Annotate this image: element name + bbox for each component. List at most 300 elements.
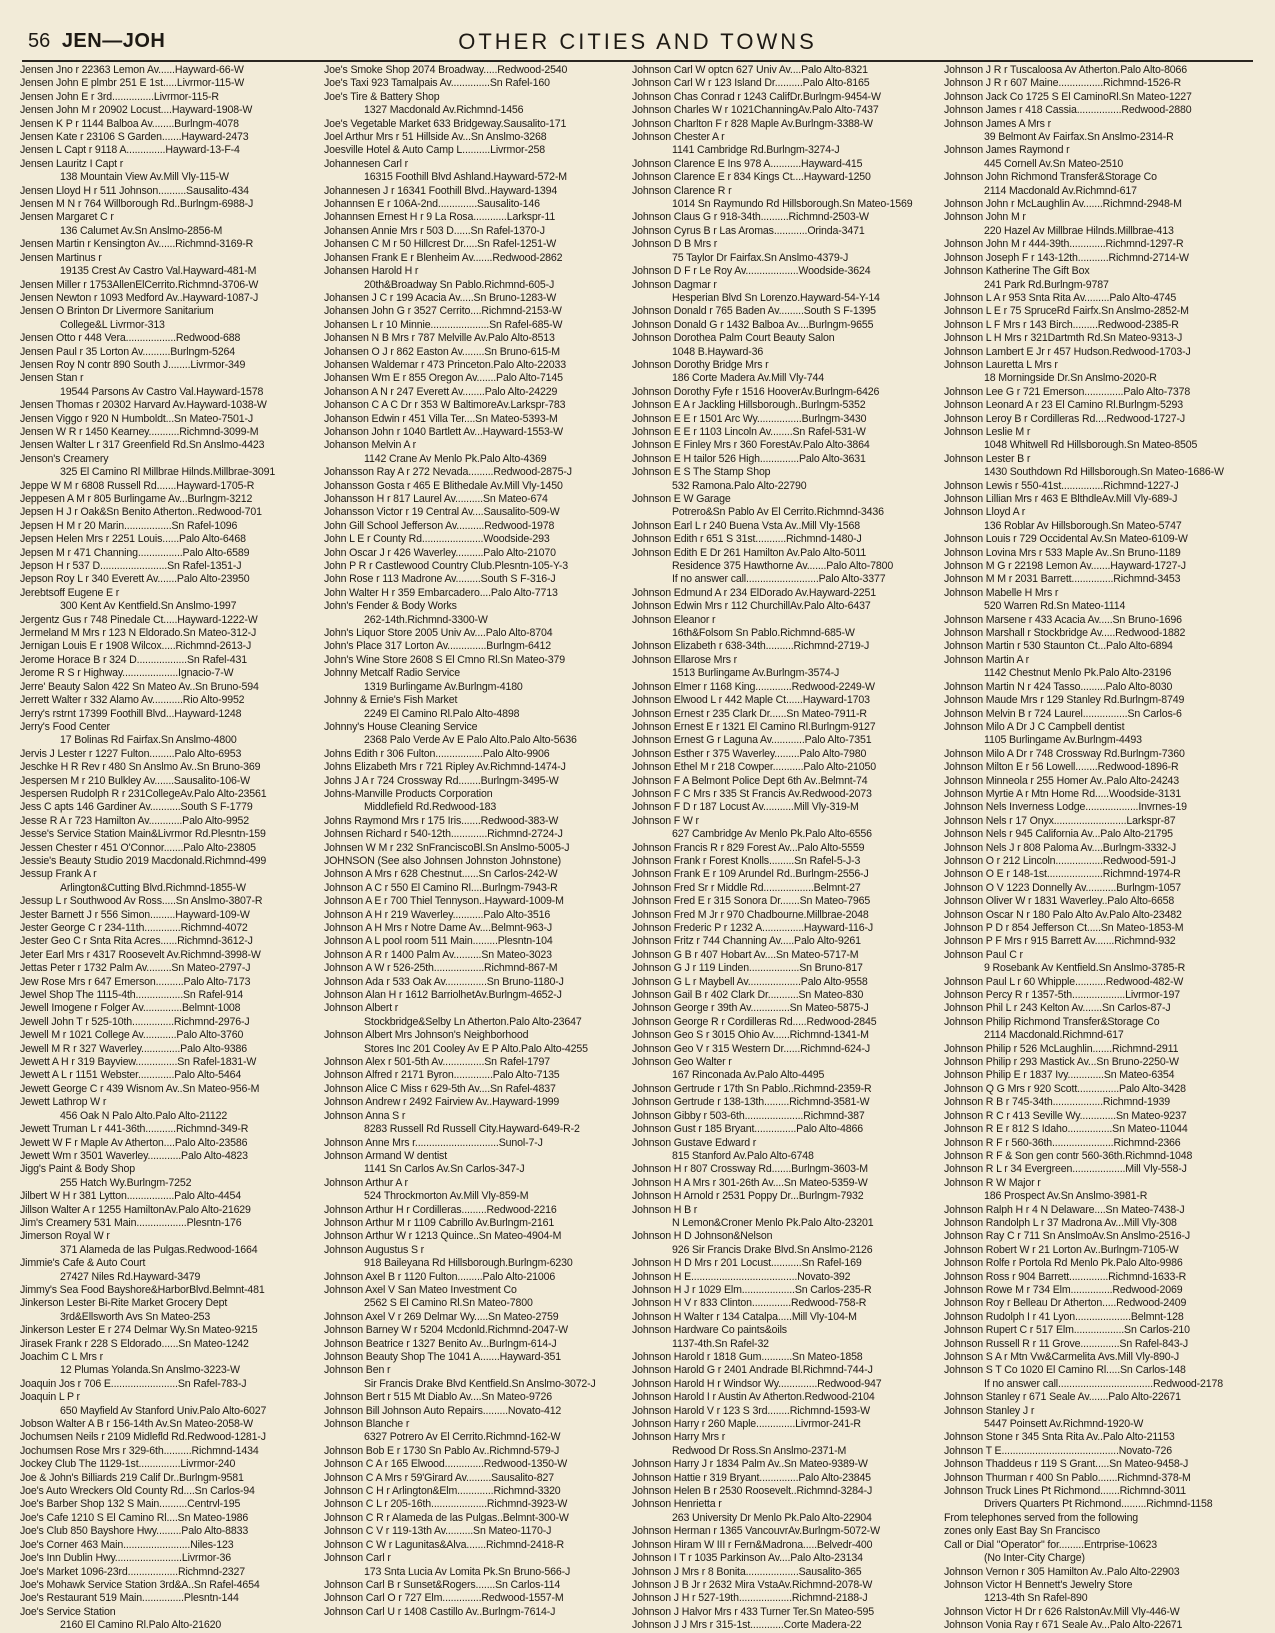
listing-line: Johnson Dorothy Fyfe r 1516 HooverAv.Burlngm-6426 — [632, 385, 880, 398]
listing-line: 627 Cambridge Av Menlo Pk.Palo Alto-6556 — [672, 828, 872, 841]
listing-line: Johnson Lovina Mrs r 533 Maple Av..Sn Bruno-1189 — [944, 546, 1181, 559]
listing-line: 926 Sir Francis Drake Blvd.Sn Anslmo-2126 — [672, 1243, 873, 1256]
listing-line: Johnson Nels J r 808 Paloma Av....Burlngm-3332-J — [944, 841, 1177, 854]
listing-line: Johnson E S The Stamp Shop — [632, 466, 771, 479]
listing-line: Johnson Chester A r — [632, 131, 725, 144]
listing-line: Johnson O E r 148-1st....................Richmnd-1974-R — [944, 868, 1181, 881]
listing-line: Johnson E W Garage — [632, 493, 731, 505]
listing-line: 19135 Crest Av Castro Val.Hayward-481-M — [60, 265, 257, 278]
listing-line: (No Inter-City Charge) — [984, 1552, 1085, 1565]
listing-line: Johnson Rudolph I r 41 Lyon....................Belmnt-128 — [944, 1310, 1184, 1323]
listing-line: Johnson Harold I r Austin Av Atherton.Redwood-2104 — [632, 1391, 875, 1404]
listing-line: Johnson Gail B r 402 Clark Dr...........Sn Mateo-830 — [632, 989, 864, 1002]
listing-line: Johnson Anne Mrs r..............................Sunol-7-J — [324, 1136, 543, 1149]
listing-line: 520 Warren Rd.Sn Mateo-1114 — [984, 600, 1126, 613]
listing-line: Johnson P F Mrs r 915 Barrett Av.......Richmnd-932 — [944, 935, 1176, 948]
listing-line: Johnson C A r 165 Elwood..............Redwood-1350-W — [324, 1458, 568, 1471]
listing-line: Johnson P D r 854 Jefferson Ct.....Sn Mateo-1853-M — [944, 922, 1184, 934]
listing-line: Johnson Chas Conrad r 1243 CalifDr.Burlngm-9454-W — [632, 90, 881, 103]
listing-line: Johnson F D r 187 Locust Av...........Mill Vly-319-M — [632, 801, 859, 814]
listing-line: Jensen Lloyd H r 511 Johnson..........Sausalito-434 — [20, 184, 249, 197]
listing-line: Johansen C M r 50 Hillcrest Dr.....Sn Rafel-1251-W — [324, 238, 557, 251]
listing-line: 186 Prospect Av.Sn Anslmo-3981-R — [984, 1190, 1148, 1203]
listing-line: 173 Snta Lucia Av Lomita Pk.Sn Bruno-566-J — [364, 1565, 571, 1578]
listing-line: Johnson A E r 700 Thiel Tennyson..Hayward-1009-M — [324, 895, 564, 908]
listing-line: 456 Oak N Palo Alto.Palo Alto-21122 — [60, 1109, 228, 1122]
listing-line: Johnson Carl W optcn 627 Univ Av....Palo Alto-8321 — [632, 64, 868, 76]
listing-line: Jesse's Service Station Main&Livrmor Rd.Plesntn-159 — [20, 828, 266, 841]
listing-line: Johnson Lee G r 721 Emerson..............Palo Alto-7378 — [944, 385, 1191, 398]
listing-line: 532 Ramona.Palo Alto-22790 — [672, 479, 807, 492]
listing-line: Johnson O V 1223 Donnelly Av...........Burlngm-1057 — [944, 881, 1181, 894]
listing-line: Johnson Stanley J r — [944, 1404, 1035, 1417]
listing-line: Johnson Vonia Ray r 671 Seale Av...Palo Alto-22671 — [944, 1619, 1183, 1632]
listing-line: Johnson Milo A Dr J C Campbell dentist — [944, 720, 1125, 733]
listing-line: Jewett A L r 1151 Webster.............Palo Alto-5464 — [20, 1069, 242, 1082]
listing-line: Jeppesen A M r 805 Burlingame Av...Burlngm-3212 — [20, 493, 253, 505]
listing-line: Jewell M r 1021 College Av............Palo Alto-3760 — [20, 1029, 244, 1042]
page-range: JEN—JOH — [61, 30, 166, 52]
listing-line: Johnson Nels r 17 Onyx..........................Larkspr-87 — [944, 814, 1176, 827]
listing-line: Johnson John r McLaughlin Av.......Richmnd-2948-M — [944, 198, 1182, 211]
listing-line: Jester George C r 234-11th.............Richmnd-4072 — [20, 922, 248, 934]
listing-line: Johnson R W Major r — [944, 1176, 1041, 1189]
listing-line: John's Liquor Store 2005 Univ Av....Palo Alto-8704 — [324, 627, 553, 640]
listing-line: 1319 Burlingame Av.Burlngm-4180 — [364, 680, 523, 693]
listing-line: Johnson Rolfe r Portola Rd Menlo Pk.Palo Alto-9986 — [944, 1257, 1183, 1270]
listing-line: Johnson Marsene r 433 Acacia Av.....Sn Bruno-1696 — [944, 613, 1182, 626]
listing-line: 371 Alameda de las Pulgas.Redwood-1664 — [60, 1243, 258, 1256]
listing-line: Johansson Gosta r 465 E Blithedale Av.Mill Vly-1450 — [324, 479, 563, 492]
listing-line: Johnson Harold r 1818 Gum...........Sn Mateo-1858 — [632, 1351, 863, 1363]
listing-line: Johnson Elmer r 1168 King.............Redwood-2249-W — [632, 680, 875, 693]
listing-line: Johnson Harold V r 123 S 3rd........Richmnd-1593-W — [632, 1404, 871, 1417]
listing-line: Johnson Phil L r 243 Kelton Av.......Sn Carlos-87-J — [944, 1002, 1171, 1015]
directory-columns — [20, 64, 1260, 1632]
listing-line: Johnson Marshall r Stockbridge Av.....Redwood-1882 — [944, 627, 1186, 640]
listing-line: Johnson I T r 1035 Parkinson Av....Palo Alto-23134 — [632, 1552, 863, 1565]
listing-line: Johnson Rowe M r 734 Elm...............Redwood-2069 — [944, 1283, 1183, 1296]
page-number: 56 — [28, 30, 51, 52]
listing-line: Johansson Victor r 19 Central Av....Sausalito-509-W — [324, 506, 560, 519]
listing-line: Johnson Elizabeth r 638-34th..........Richmnd-2719-J — [632, 640, 870, 653]
listing-line: Johnson T E..........................................Novato-726 — [944, 1444, 1173, 1457]
listing-line: Johnson Milton E r 56 Lowell........Redwood-1896-R — [944, 761, 1179, 774]
listing-line: Jessup Frank A r — [20, 868, 97, 881]
listing-line: Johnson Louis r 729 Occidental Av.Sn Mateo-6109-W — [944, 533, 1188, 546]
listing-line: Jesse R A r 723 Hamilton Av............Palo Alto-9952 — [20, 814, 249, 827]
listing-line: Jinkerson Lester E r 274 Delmar Wy.Sn Mateo-9215 — [20, 1324, 258, 1337]
listing-line: John L E r County Rd......................Woodside-293 — [324, 533, 550, 546]
listing-line: Johnsen W M r 232 SnFranciscoBl.Sn Anslmo-5005-J — [324, 841, 570, 854]
listing-line: Johanson Melvin A r — [324, 439, 416, 452]
listing-line: Johnson Ross r 904 Barrett..............Richmnd-1633-R — [944, 1270, 1187, 1283]
listing-line: Joe's Auto Wreckers Old County Rd....Sn Carlos-94 — [20, 1485, 255, 1498]
listing-line: N Lemon&Croner Menlo Pk.Palo Alto-23201 — [672, 1216, 874, 1229]
listing-line: Johnson E A r Jackling Hillsborough..Burlngm-5352 — [632, 399, 866, 412]
listing-line: Johnson Bert r 515 Mt Diablo Av....Sn Mateo-9726 — [324, 1391, 552, 1404]
listing-line: Johnson Stone r 345 Snta Rita Av..Palo Alto-21153 — [944, 1431, 1175, 1444]
listing-line: Johnson Ellarose Mrs r — [632, 653, 738, 666]
listing-line: Johnson Charles W r 1021ChanningAv.Palo Alto-7437 — [632, 104, 879, 117]
listing-line: Jettas Peter r 1732 Palm Av.........Sn Mateo-2797-J — [20, 962, 251, 975]
listing-line: Johansen O J r 862 Easton Av........Sn Bruno-615-M — [324, 345, 560, 358]
listing-line: Hesperian Blvd Sn Lorenzo.Hayward-54-Y-14 — [672, 291, 880, 304]
listing-line: Johnson F A Belmont Police Dept 6th Av..Belmnt-74 — [632, 774, 868, 787]
listing-line: Johnson Minneola r 255 Homer Av..Palo Alto-24243 — [944, 774, 1180, 787]
listing-line: Johnson Frederic P r 1232 A...............Hayward-116-J — [632, 922, 874, 934]
listing-line: Johnson S T Co 1020 El Camino Rl.....Sn Carlos-148 — [944, 1364, 1186, 1377]
listing-line: 136 Calumet Av.Sn Anslmo-2856-M — [60, 224, 223, 237]
listing-line: 1142 Crane Av Menlo Pk.Palo Alto-4369 — [364, 452, 547, 465]
listing-line: Joesville Hotel & Auto Camp L..........Livrmor-258 — [324, 144, 545, 157]
listing-line: Johnson Gibby r 503-6th.....................Richmnd-387 — [632, 1109, 865, 1122]
listing-line: Johansen Harold H r — [324, 265, 419, 278]
listing-line: Jilbert W H r 381 Lytton.................Palo Alto-4454 — [20, 1190, 241, 1203]
listing-line: Johnson Armand W dentist — [324, 1149, 448, 1162]
listing-line: Joel Arthur Mrs r 51 Hillside Av...Sn Anslmo-3268 — [324, 131, 547, 144]
listing-line: John's Fender & Body Works — [324, 600, 457, 613]
listing-line: Joe's Taxi 923 Tamalpais Av..............Sn Rafel-160 — [324, 77, 550, 90]
listing-line: Johnson Leonard A r 23 El Camino Rl.Burlngm-5293 — [944, 399, 1183, 412]
listing-line: Johnson R F & Son gen contr 560-36th.Richmnd-1048 — [944, 1149, 1193, 1162]
listing-line: John's Place 317 Lorton Av..............Burlngm-6412 — [324, 640, 552, 653]
listing-line: 2114 Macdonald.Richmnd-617 — [984, 1029, 1124, 1042]
listing-line: 1048 B.Hayward-36 — [672, 345, 764, 358]
listing-line: Johnson Ernest G r Laguna Av............Palo Alto-7351 — [632, 734, 872, 747]
listing-line: Johnson Harold H r Windsor Wy..............Redwood-947 — [632, 1377, 882, 1390]
listing-line: Johansen John G r 3527 Cerrito....Richmnd-2153-W — [324, 305, 562, 318]
listing-line: 2114 Macdonald Av.Richmnd-617 — [984, 184, 1137, 197]
listing-line: Johnson Roy r Belleau Dr Atherton.....Redwood-2409 — [944, 1297, 1187, 1310]
listing-line: Jeschke H R Rev r 480 Sn Anslmo Av..Sn Bruno-369 — [20, 761, 261, 774]
listing-line: Johnson H D Mrs r 201 Locust...........Sn Rafel-169 — [632, 1257, 862, 1270]
listing-line: John Gill School Jefferson Av..........Redwood-1978 — [324, 519, 555, 532]
listing-line: Johnson Maude Mrs r 129 Stanley Rd.Burlngm-8749 — [944, 694, 1185, 707]
listing-line: Johnson Anna S r — [324, 1109, 406, 1122]
listing-line: Jessup L r Southwood Av Ross.....Sn Anslmo-3807-R — [20, 895, 263, 908]
listing-line: Joe's Tire & Battery Shop — [324, 90, 440, 103]
listing-line: Johnson Martin r 530 Staunton Ct...Palo Alto-6894 — [944, 640, 1173, 653]
listing-line: Jensen John E r 3rd...............Livrmor-115-R — [20, 90, 219, 103]
listing-line: Johnson G B r 407 Hobart Av....Sn Mateo-5717-M — [632, 948, 859, 961]
listing-line: Johnson Randolph L r 37 Madrona Av...Mill Vly-308 — [944, 1216, 1177, 1229]
listing-line: 1141 Sn Carlos Av.Sn Carlos-347-J — [364, 1163, 525, 1176]
listing-line: Johannsen Ernest H r 9 La Rosa............Larkspr-11 — [324, 211, 556, 224]
listing-line: Johnson Elwood L r 442 Maple Ct......Hayward-1703 — [632, 694, 870, 707]
listing-line: Johnson Alfred r 2171 Byron..............Palo Alto-7135 — [324, 1069, 560, 1082]
listing-line: Jimerson Royal W r — [20, 1230, 110, 1243]
listing-line: Johnson Vernon r 305 Hamilton Av..Palo Alto-22903 — [944, 1565, 1180, 1578]
listing-line: Johnson Clarence R r — [632, 184, 732, 197]
section-title: OTHER CITIES AND TOWNS — [458, 29, 817, 54]
listing-line: Johnsen Richard r 540-12th.............Richmnd-2724-J — [324, 828, 563, 841]
listing-line: Johnson Carl r — [324, 1552, 391, 1565]
listing-line: Johnson F W r — [632, 814, 699, 827]
listing-line: Jensen Paul r 35 Lorton Av..........Burlngm-5264 — [20, 345, 236, 358]
listing-line: Johnson M M r 2031 Barrett...............Richmnd-3453 — [944, 573, 1181, 586]
listing-line: Jerry's Food Center — [20, 720, 110, 733]
listing-line: Jensen Jno r 22363 Lemon Av......Hayward-66-W — [20, 64, 244, 76]
listing-line: Joe's Inn Dublin Hwy........................Livrmor-36 — [20, 1552, 231, 1565]
listing-line: John's Wine Store 2608 S El Cmno Rl.Sn Mateo-379 — [324, 653, 565, 666]
listing-line: Johnson Alice C Miss r 629-5th Av....Sn Rafel-4837 — [324, 1082, 556, 1095]
listing-line: Johnson Jack Co 1725 S El CaminoRl.Sn Mateo-1227 — [944, 90, 1192, 103]
listing-line: Johansen N B Mrs r 787 Melville Av.Palo Alto-8513 — [324, 332, 555, 345]
listing-line: Johnson Geo S r 3015 Ohio Av......Richmnd-1341-M — [632, 1029, 869, 1042]
listing-line: Johnson Gust r 185 Bryant...............Palo Alto-4866 — [632, 1123, 863, 1136]
listing-line: Johnson Philip r 293 Mastick Av...Sn Bruno-2250-W — [944, 1056, 1179, 1069]
listing-line: Jensen Newton r 1093 Medford Av..Hayward-1087-J — [20, 291, 259, 304]
listing-line: Jermeland M Mrs r 123 N Eldorado.Sn Mateo-312-J — [20, 627, 257, 640]
listing-line: Jensen W R r 1450 Kearney...........Richmnd-3099-M — [20, 425, 259, 438]
listing-line: Johnson J B Jr r 2632 Mira VstaAv.Richmnd-2078-W — [632, 1578, 873, 1591]
listing-line: Johnson Katherine The Gift Box — [944, 265, 1090, 278]
listing-line: 136 Roblar Av Hillsborough.Sn Mateo-5747 — [984, 519, 1182, 532]
listing-line: Johnson F C Mrs r 335 St Francis Av.Redwood-2073 — [632, 787, 872, 800]
listing-line: Jewett Lathrop W r — [20, 1096, 107, 1109]
listing-line: Johnson Fred Sr r Middle Rd..................Belmnt-27 — [632, 881, 861, 894]
listing-line: Joe's Smoke Shop 2074 Broadway.....Redwood-2540 — [324, 64, 568, 76]
listing-line: Johnson Lester B r — [944, 452, 1031, 465]
listing-line: Johanson Edwin r 451 Villa Ter....Sn Mateo-5393-M — [324, 412, 558, 425]
listing-line: 255 Hatch Wy.Burlngm-7252 — [60, 1176, 192, 1189]
listing-line: Johnson J J Mrs r 315-1st............Corte Madera-22 — [632, 1619, 862, 1632]
directory-column-1 — [20, 64, 324, 1633]
listing-line: Johnson Ernest r 235 Clark Dr......Sn Mateo-7911-R — [632, 707, 867, 720]
listing-line: Johnson A Mrs r 628 Chestnut......Sn Carlos-242-W — [324, 868, 558, 881]
listing-line: Johnson Albert Mrs Johnson's Neighborhood — [324, 1029, 529, 1042]
listing-line: 1137-4th.Sn Rafel-32 — [672, 1337, 769, 1350]
listing-line: Johnson Donald G r 1432 Balboa Av....Burlngm-9655 — [632, 318, 874, 331]
listing-line: Johnson R F r 560-36th......................Richmnd-2366 — [944, 1136, 1181, 1149]
listing-line: Jensen Margaret C r — [20, 211, 114, 224]
listing-line: Johnson Edmund A r 234 ElDorado Av.Hayward-2251 — [632, 586, 877, 599]
listing-line: Jeter Earl Mrs r 4317 Roosevelt Av.Richmnd-3998-W — [20, 948, 261, 961]
listing-line: Johnny's House Cleaning Service — [324, 720, 478, 733]
listing-line: 2249 El Camino Rl.Palo Alto-4898 — [364, 707, 520, 720]
listing-line: Johnson C H r Arlington&Elm.............Richmnd-3320 — [324, 1485, 561, 1498]
listing-line: Jespersen M r 210 Bulkley Av.......Sausalito-106-W — [20, 774, 250, 787]
listing-line: Jensen K P r 1144 Balboa Av........Burlngm-4078 — [20, 117, 239, 130]
listing-line: Johnson Fritz r 744 Channing Av.....Palo Alto-9261 — [632, 935, 861, 948]
listing-line: 1513 Burlingame Av.Burlngm-3574-J — [672, 667, 840, 680]
listing-line: Johnson R B r 745-34th..................Richmnd-1939 — [944, 1096, 1170, 1109]
listing-line: Jerry's rstrnt 17399 Foothill Blvd...Hayward-1248 — [20, 707, 242, 720]
listing-line: 17 Bolinas Rd Fairfax.Sn Anslmo-4800 — [60, 734, 237, 747]
listing-line: 262-14th.Richmnd-3300-W — [364, 613, 488, 626]
listing-line: 27427 Niles Rd.Hayward-3479 — [60, 1270, 201, 1283]
listing-line: Johnson George R r Cordilleras Rd.....Redwood-2845 — [632, 1015, 877, 1028]
listing-line: Arlington&Cutting Blvd.Richmnd-1855-W — [60, 881, 246, 894]
listing-line: Jepsen Helen Mrs r 2251 Louis......Palo Alto-6468 — [20, 533, 246, 546]
listing-line: Jimmy's Sea Food Bayshore&HarborBlvd.Belmnt-481 — [20, 1283, 265, 1296]
listing-line: Jensen Miller r 1753AllenElCerrito.Richmnd-3706-W — [20, 278, 259, 291]
listing-line: Johnson H J r 1029 Elm...................Sn Carlos-235-R — [632, 1283, 872, 1296]
listing-line: Johnson Francis R r 829 Forest Av...Palo Alto-5559 — [632, 841, 865, 854]
listing-line: Joe's Corner 463 Main........................Niles-123 — [20, 1538, 234, 1551]
listing-line: Johnson J R r Tuscaloosa Av Atherton.Palo Alto-8066 — [944, 64, 1188, 76]
listing-line: Middlefield Rd.Redwood-183 — [364, 801, 497, 814]
listing-line: Jensen Roy N contr 890 South J........Livrmor-349 — [20, 358, 246, 371]
listing-line: Johnson Nels r 945 California Av...Palo Alto-21795 — [944, 828, 1173, 841]
listing-line: Jimmie's Cafe & Auto Court — [20, 1257, 146, 1270]
listing-line: Johnson G J r 119 Linden..................Sn Bruno-817 — [632, 962, 863, 975]
listing-line: Johnson Philip r 526 McLaughlin.......Richmnd-2911 — [944, 1042, 1179, 1055]
listing-line: Joe's Barber Shop 132 S Main..........Centrvl-195 — [20, 1498, 241, 1511]
listing-line: Johnson Paul L r 60 Whipple...........Redwood-482-W — [944, 975, 1184, 988]
listing-line: Johnson A H r 219 Waverley...........Palo Alto-3516 — [324, 908, 551, 921]
listing-line: Johnson Barney W r 5204 Mcdonld.Richmnd-2047-W — [324, 1324, 568, 1337]
listing-line: Johnson Clarence E r 834 Kings Ct....Hayward-1250 — [632, 171, 871, 184]
listing-line: 650 Mayfield Av Stanford Univ.Palo Alto-6027 — [60, 1404, 267, 1417]
listing-line: Johansen Annie Mrs r 503 D......Sn Rafel-1370-J — [324, 224, 545, 237]
listing-line: Johansen Wm E r 855 Oregon Av.......Palo Alto-7145 — [324, 372, 563, 385]
listing-line: 263 University Dr Menlo Pk.Palo Alto-22904 — [672, 1511, 872, 1524]
listing-line: Johnson Ralph H r 4 N Delaware....Sn Mateo-7438-J — [944, 1203, 1185, 1216]
listing-line: Jochumsen Rose Mrs r 329-6th..........Richmnd-1434 — [20, 1444, 259, 1457]
listing-line: Joachim C L Mrs r — [20, 1351, 103, 1363]
listing-line: Johnson H r 807 Crossway Rd.......Burlngm-3603-M — [632, 1163, 868, 1176]
listing-line: Johnson Victor H Dr r 626 RalstonAv.Mill Vly-446-W — [944, 1605, 1180, 1618]
listing-line: Jinkerson Lester Bi-Rite Market Grocery Dept — [20, 1297, 228, 1310]
listing-line: 1142 Chestnut Menlo Pk.Palo Alto-23196 — [984, 667, 1172, 680]
listing-line: Jensen John E plmbr 251 E 1st.....Livrmor-115-W — [20, 77, 245, 90]
listing-line: Johnson Eleanor r — [632, 613, 716, 626]
listing-line: 300 Kent Av Kentfield.Sn Anslmo-1997 — [60, 600, 237, 613]
listing-line: Johnson Thurman r 400 Sn Pablo.......Richmnd-378-M — [944, 1471, 1191, 1484]
listing-line: Jensen Walter L r 317 Greenfield Rd.Sn Anslmo-4423 — [20, 439, 265, 452]
listing-line: zones only East Bay Sn Francisco — [944, 1525, 1100, 1538]
listing-line: 16th&Folsom Sn Pablo.Richmnd-685-W — [672, 627, 855, 640]
listing-line: Jobson Walter A B r 156-14th Av.Sn Mateo-2058-W — [20, 1418, 254, 1431]
listing-line: Jester Geo C r Snta Rita Acres......Richmnd-3612-J — [20, 935, 253, 948]
listing-line: 12 Plumas Yolanda.Sn Anslmo-3223-W — [60, 1364, 240, 1377]
listing-line: Joe's Club 850 Bayshore Hwy.........Palo Alto-8833 — [20, 1525, 249, 1538]
listing-line: Johnson Bill Johnson Auto Repairs.........Novato-412 — [324, 1404, 562, 1417]
listing-line: Jergentz Gus r 748 Pinedale Ct.....Hayward-1222-W — [20, 613, 258, 626]
listing-line: Residence 375 Hawthorne Av.......Palo Alto-7800 — [672, 560, 894, 573]
listing-line: Johnson H E......................................Novato-392 — [632, 1270, 851, 1283]
listing-line: Johnson Milo A Dr r 748 Crossway Rd.Burlngm-7360 — [944, 747, 1185, 760]
listing-line: Jewett Truman L r 441-36th...........Richmnd-349-R — [20, 1123, 249, 1136]
listing-line: Johnson Oscar N r 180 Palo Alto Av.Palo Alto-23482 — [944, 908, 1182, 921]
header-rule — [22, 60, 1253, 62]
listing-line: 8283 Russell Rd Russell City.Hayward-649-R-2 — [364, 1123, 580, 1136]
listing-line: Johnson Stanley r 671 Seale Av.......Palo Alto-22671 — [944, 1391, 1181, 1404]
listing-line: Jensen Kate r 23106 S Garden.......Hayward-2473 — [20, 131, 249, 144]
listing-line: Johnson Edwin Mrs r 112 ChurchillAv.Palo Alto-6437 — [632, 600, 871, 613]
listing-line: Johnson Dorothy Bridge Mrs r — [632, 358, 769, 371]
listing-line: Johnny & Ernie's Fish Market — [324, 694, 458, 707]
listing-line: Johnson Arthur A r — [324, 1176, 408, 1189]
listing-line: Johnson Geo Walter r — [632, 1056, 732, 1069]
listing-line: Johnson C L r 205-16th....................Richmnd-3923-W — [324, 1498, 568, 1511]
listing-line: Joe's Market 1096-23rd..................Richmnd-2327 — [20, 1565, 246, 1578]
listing-line: Johnson Fred M Jr r 970 Chadbourne.Millbrae-2048 — [632, 908, 869, 921]
listing-line: Johansson Ray A r 272 Nevada.........Redwood-2875-J — [324, 466, 572, 479]
listing-line: Jillson Walter A r 1255 HamiltonAv.Palo Alto-21629 — [20, 1203, 251, 1216]
listing-line: Johnson O r 212 Lincoln.................Redwood-591-J — [944, 854, 1176, 867]
listing-line: 2160 El Camino Rl.Palo Alto-21620 — [60, 1619, 222, 1632]
listing-line: 325 El Camino Rl Millbrae Hilnds.Millbrae-3091 — [60, 466, 276, 479]
listing-line: Johnson Myrtie A r Mtn Home Rd.....Woodside-3131 — [944, 787, 1181, 800]
listing-line: From telephones served from the following — [944, 1511, 1139, 1524]
listing-line: 815 Stanford Av.Palo Alto-6748 — [672, 1149, 814, 1162]
listing-line: Johnny Metcalf Radio Service — [324, 667, 460, 680]
listing-line: Jerre' Beauty Salon 422 Sn Mateo Av..Sn Bruno-594 — [20, 680, 259, 693]
listing-line: Johnson Gertrude r 17th Sn Pablo..Richmnd-2359-R — [632, 1082, 872, 1095]
listing-line: Jepsen M r 471 Channing................Palo Alto-6589 — [20, 546, 250, 559]
listing-line: Johansen Waldemar r 473 Princeton.Palo Alto-22033 — [324, 358, 566, 371]
listing-line: 1430 Southdown Rd Hillsborough.Sn Mateo-1686-W — [984, 466, 1224, 479]
listing-line: John Oscar J r 426 Waverley..........Palo Alto-21070 — [324, 546, 556, 559]
listing-line: Joe's Restaurant 519 Main...............Plesntn-144 — [20, 1592, 239, 1605]
listing-line: Johnson Henrietta r — [632, 1498, 722, 1511]
listing-line: Johnson Philip E r 1837 Ivy.............Sn Mateo-6354 — [944, 1069, 1175, 1082]
listing-line: Johnson A W r 526-25th..................Richmnd-867-M — [324, 962, 558, 975]
listing-line: Johnson Mabelle H Mrs r — [944, 586, 1059, 599]
listing-line: 6327 Potrero Av El Cerrito.Richmnd-162-W — [364, 1431, 561, 1444]
listing-line: Johnson E Finley Mrs r 360 ForestAv.Palo Alto-3864 — [632, 439, 870, 452]
listing-line: Johnson Frank E r 109 Arundel Rd..Burlngm-2556-J — [632, 868, 869, 881]
listing-line: Jerome R S r Highway....................Ignacio-7-W — [20, 667, 234, 680]
listing-line: Johnson Lillian Mrs r 463 E BlthdleAv.Mill Vly-689-J — [944, 493, 1178, 505]
listing-line: 1141 Cambridge Rd.Burlngm-3274-J — [672, 144, 840, 157]
listing-line: Jerrett Walter r 332 Alamo Av...........Rio Alto-9952 — [20, 694, 245, 707]
directory-column-3 — [632, 64, 944, 1633]
listing-line: 5447 Poinsett Av.Richmnd-1920-W — [984, 1418, 1144, 1431]
listing-line: 16315 Foothill Blvd Ashland.Hayward-572-M — [364, 171, 567, 184]
listing-line: Johnson H V r 833 Clinton..............Redwood-758-R — [632, 1297, 867, 1310]
listing-line: Jewett Wm r 3501 Waverley............Palo Alto-4823 — [20, 1149, 248, 1162]
listing-line: Johnson L F Mrs r 143 Birch.........Redwood-2385-R — [944, 318, 1179, 331]
listing-line: Jochumsen Neils r 2109 Midlefld Rd.Redwood-1281-J — [20, 1431, 266, 1444]
listing-line: Jensen Martin r Kensington Av......Richmnd-3169-R — [20, 238, 254, 251]
listing-line: Jeppe W M r 6808 Russell Rd.......Hayward-1705-R — [20, 479, 255, 492]
listing-line: Johnson C V r 119-13th Av..........Sn Mateo-1170-J — [324, 1525, 552, 1538]
listing-line: Johnson Edith E Dr 261 Hamilton Av.Palo Alto-5011 — [632, 546, 867, 559]
listing-line: 9 Rosebank Av Kentfield.Sn Anslmo-3785-R — [984, 962, 1186, 975]
listing-line: Johnson James r 418 Cassia................Redwood-2880 — [944, 104, 1192, 117]
listing-line: Johnson H B r — [632, 1203, 698, 1216]
listing-line: Johnson Ernest E r 1321 El Camino Rl.Burlngm-9127 — [632, 720, 876, 733]
listing-line: Johnson R E r 812 S Idaho................Sn Mateo-11044 — [944, 1123, 1188, 1136]
listing-line: 18 Morningside Dr.Sn Anslmo-2020-R — [984, 372, 1157, 385]
listing-line: Johnson Albert r — [324, 1002, 399, 1015]
listing-line: Johnson Cyrus B r Las Aromas............Orinda-3471 — [632, 224, 865, 237]
listing-line: Jensen M N r 764 Willborough Rd..Burlngm-6988-J — [20, 198, 254, 211]
listing-line: Johnson Thaddeus r 119 S Grant.....Sn Mateo-9458-J — [944, 1458, 1189, 1471]
listing-line: 2368 Palo Verde Av E Palo Alto.Palo Alto-5636 — [364, 734, 577, 747]
listing-line: Stockbridge&Selby Ln Atherton.Palo Alto-23647 — [364, 1015, 582, 1028]
listing-line: Jew Rose Mrs r 647 Emerson..........Palo Alto-7173 — [20, 975, 251, 988]
listing-line: John Walter H r 359 Embarcadero....Palo Alto-7713 — [324, 586, 558, 599]
listing-line: Johnson Esther r 375 Waverley.........Palo Alto-7980 — [632, 747, 867, 760]
listing-line: Jenson's Creamery — [20, 452, 109, 465]
listing-line: Johnson R C r 413 Seville Wy.............Sn Mateo-9237 — [944, 1109, 1187, 1122]
listing-line: Johnson Claus G r 918-34th..........Richmnd-2503-W — [632, 211, 869, 224]
listing-line: Johnson D F r Le Roy Av...................Woodside-3624 — [632, 265, 871, 278]
listing-line: Johnson Herman r 1365 VancouvrAv.Burlngm-5072-W — [632, 1525, 880, 1538]
listing-line: Johnson Percy R r 1357-5th...................Livrmor-197 — [944, 989, 1180, 1002]
listing-line: Johnson A C r 550 El Camino Rl....Burlngm-7943-R — [324, 881, 558, 894]
listing-line: Johns Edith r 306 Fulton.................Palo Alto-9906 — [324, 747, 550, 760]
listing-line: 2562 S El Camino Rl.Sn Mateo-7800 — [364, 1297, 533, 1310]
listing-line: Jester Barnett J r 556 Simon.........Hayward-109-W — [20, 908, 250, 921]
listing-line: Johnson A H Mrs r Notre Dame Av....Belmnt-963-J — [324, 922, 553, 934]
listing-line: Johannsen E r 106A-2nd..............Sausalito-146 — [324, 198, 540, 211]
